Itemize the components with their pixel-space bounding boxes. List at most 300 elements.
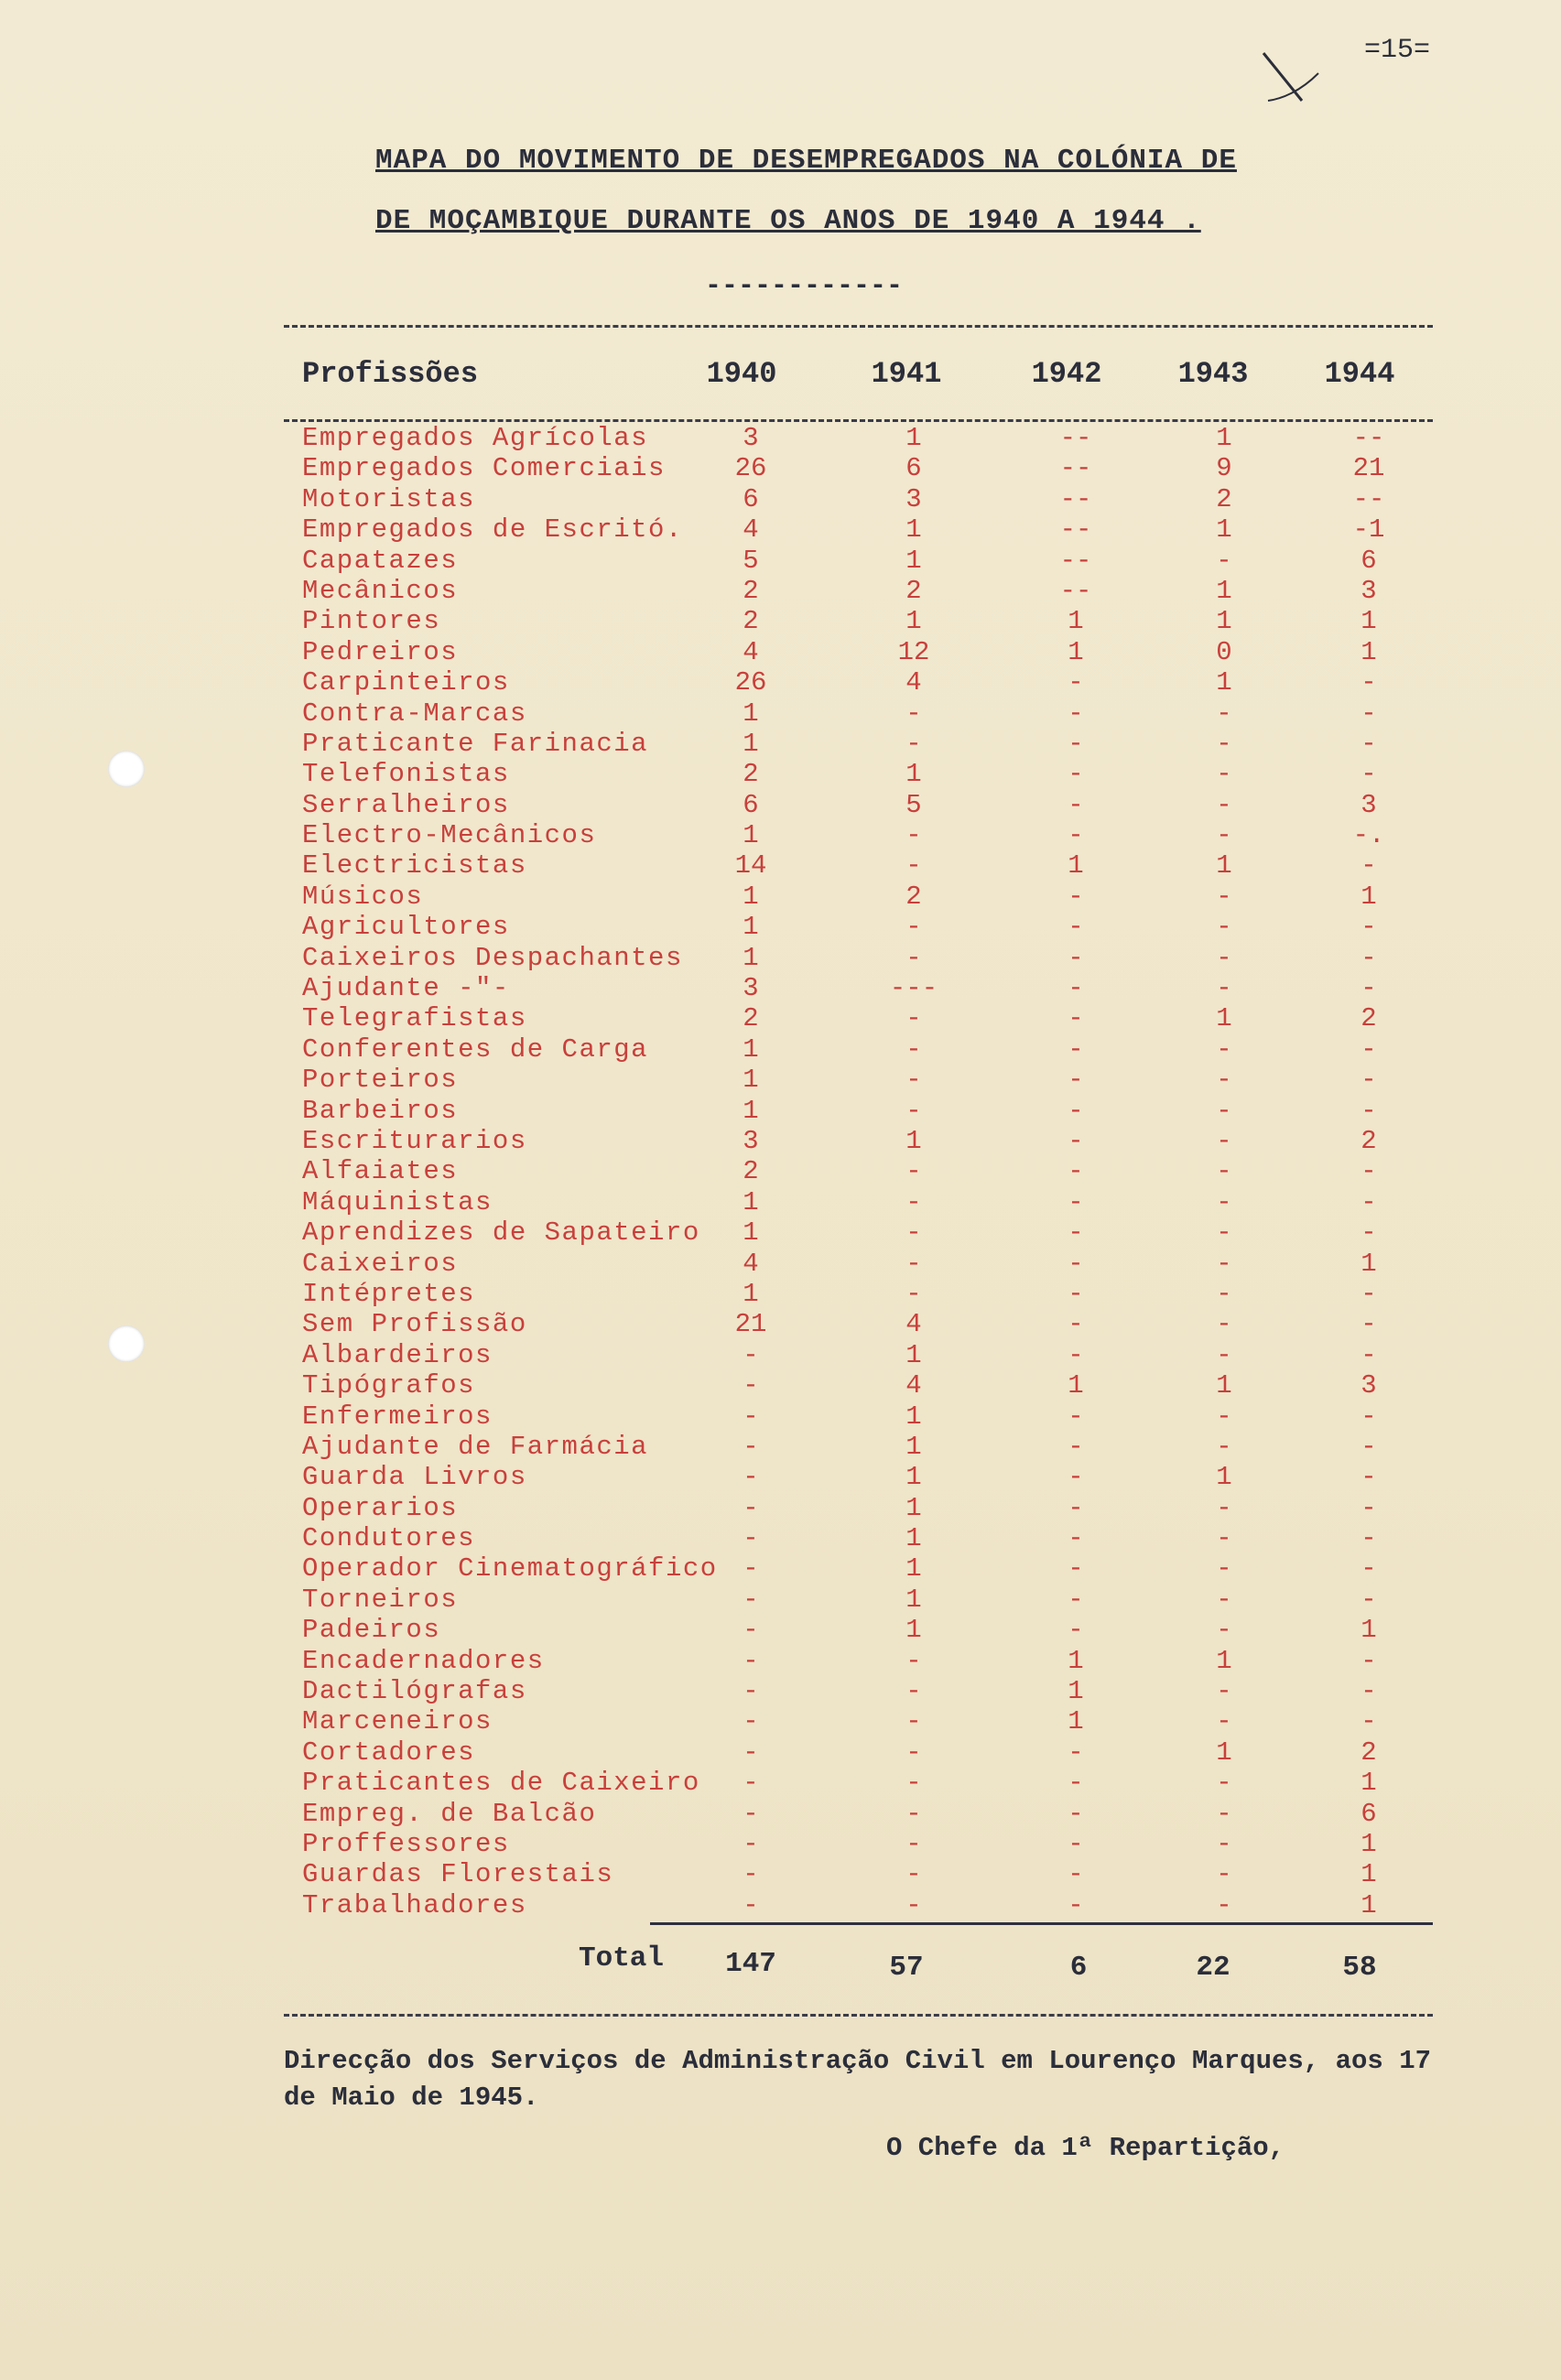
cell-1944: 3: [1360, 1370, 1377, 1401]
cell-1940: 1: [743, 1065, 759, 1096]
table-header: [0, 357, 1561, 394]
profession-name: Ajudante -"-: [302, 973, 510, 1004]
cell-1942: -: [1068, 759, 1084, 790]
cell-1942: -: [1068, 1125, 1084, 1156]
cell-1944: 6: [1360, 1798, 1377, 1829]
profession-name: Enfermeiros: [302, 1401, 493, 1432]
cell-1940: -: [743, 1768, 759, 1799]
cell-1943: -: [1216, 698, 1232, 729]
cell-1940: -: [743, 1462, 759, 1493]
cell-1942: -: [1068, 1462, 1084, 1493]
profession-name: Cortadores: [302, 1736, 476, 1768]
cell-1942: -: [1068, 1492, 1084, 1523]
cell-1943: -: [1216, 1798, 1232, 1829]
cell-1942: --: [1059, 423, 1092, 453]
cell-1941: -: [905, 1248, 922, 1279]
cell-1943: 0: [1216, 636, 1232, 667]
cell-1944: -: [1360, 850, 1377, 882]
table-row: [0, 1156, 1561, 1186]
profession-name: Empregados de Escritó.: [302, 514, 683, 546]
table-row: [0, 484, 1561, 514]
cell-1942: -: [1068, 1584, 1084, 1615]
table-row: [0, 759, 1561, 789]
table-row: [0, 882, 1561, 912]
cell-1944: -: [1360, 973, 1377, 1004]
cell-1943: -: [1216, 1186, 1232, 1217]
profession-name: Guarda Livros: [302, 1462, 527, 1493]
cell-1944: 3: [1360, 575, 1377, 606]
cell-1941: -: [905, 1065, 922, 1096]
profession-name: Padeiros: [302, 1615, 441, 1646]
profession-name: Torneiros: [302, 1584, 459, 1615]
cell-1943: 1: [1216, 514, 1232, 546]
cell-1941: 1: [905, 514, 922, 546]
cell-1943: -: [1216, 545, 1232, 576]
table-row: [0, 912, 1561, 942]
profession-name: Alfaiates: [302, 1156, 459, 1187]
table-row: [0, 1859, 1561, 1889]
table-row: [0, 850, 1561, 881]
table-row: [0, 820, 1561, 850]
cell-1940: 14: [734, 850, 767, 882]
cell-1940: 6: [743, 789, 759, 820]
table-row: [0, 1646, 1561, 1676]
table-row: [0, 1615, 1561, 1645]
cell-1943: -: [1216, 973, 1232, 1004]
cell-1944: 3: [1360, 789, 1377, 820]
profession-name: Escriturarios: [302, 1125, 527, 1156]
profession-name: Motoristas: [302, 483, 476, 514]
cell-1944: 1: [1360, 1615, 1377, 1646]
cell-1943: -: [1216, 1492, 1232, 1523]
cell-1942: --: [1059, 483, 1092, 514]
profession-name: Carpinteiros: [302, 667, 510, 698]
cell-1944: -: [1360, 728, 1377, 759]
cell-1944: -: [1360, 1217, 1377, 1249]
profession-name: Conferentes de Carga: [302, 1033, 649, 1065]
cell-1941: -: [905, 1278, 922, 1309]
cell-1942: -: [1068, 1003, 1084, 1034]
cell-1941: -: [905, 1798, 922, 1829]
cell-1941: 4: [905, 667, 922, 698]
cell-1944: 1: [1360, 1889, 1377, 1920]
cell-1941: ---: [889, 973, 938, 1004]
cell-1944: 6: [1360, 545, 1377, 576]
cell-1944: -: [1360, 1339, 1377, 1370]
cell-1942: -: [1068, 881, 1084, 912]
cell-1942: -: [1068, 973, 1084, 1004]
cell-1940: 3: [743, 1125, 759, 1156]
cell-1942: -: [1068, 1401, 1084, 1432]
profession-name: Operador Cinematográfico: [302, 1553, 718, 1585]
cell-1940: -: [743, 1645, 759, 1676]
cell-1942: --: [1059, 453, 1092, 484]
total-1940: 147: [725, 1948, 776, 1980]
cell-1940: 1: [743, 942, 759, 973]
cell-1940: -: [743, 1889, 759, 1920]
cell-1943: -: [1216, 1401, 1232, 1432]
cell-1943: -: [1216, 1706, 1232, 1737]
cell-1944: -: [1360, 1676, 1377, 1707]
cell-1942: -: [1068, 1217, 1084, 1249]
table-row: [0, 1493, 1561, 1523]
cell-1942: 1: [1068, 1645, 1084, 1676]
cell-1940: -: [743, 1798, 759, 1829]
footer-text: Direcção dos Serviços de Administração Civil em Lourenço Marques, aos 17 de Maio de 1945.: [284, 2046, 1432, 2113]
cell-1944: -: [1360, 1706, 1377, 1737]
cell-1941: 12: [897, 636, 930, 667]
cell-1943: -: [1216, 1523, 1232, 1554]
cell-1941: -: [905, 912, 922, 943]
total-1944: 58: [1342, 1952, 1377, 1984]
cell-1943: -: [1216, 1676, 1232, 1707]
cell-1943: 1: [1216, 575, 1232, 606]
table-row: [0, 1432, 1561, 1462]
table-row: [0, 1309, 1561, 1339]
cell-1940: -: [743, 1401, 759, 1432]
table-row: [0, 1249, 1561, 1279]
signature-line: O Chefe da 1ª Repartição,: [886, 2133, 1285, 2163]
cell-1942: -: [1068, 1615, 1084, 1646]
table-row: [0, 943, 1561, 973]
table-row: [0, 1799, 1561, 1829]
cell-1944: -: [1360, 667, 1377, 698]
cell-1943: -: [1216, 1217, 1232, 1249]
cell-1944: -: [1360, 942, 1377, 973]
document-title-line-2: DE MOÇAMBIQUE DURANTE OS ANOS DE 1940 A 1944 .: [375, 205, 1201, 237]
table-row: [0, 1217, 1561, 1248]
cell-1943: 1: [1216, 1370, 1232, 1401]
cell-1944: -.: [1352, 820, 1385, 851]
cell-1942: -: [1068, 912, 1084, 943]
cell-1943: 1: [1216, 1462, 1232, 1493]
table-row: [0, 1585, 1561, 1615]
cell-1940: -: [743, 1553, 759, 1585]
cell-1942: --: [1059, 514, 1092, 546]
cell-1942: -: [1068, 942, 1084, 973]
cell-1944: -: [1360, 1033, 1377, 1065]
profession-name: Pedreiros: [302, 636, 459, 667]
cell-1941: -: [905, 1736, 922, 1768]
profession-name: Telegrafistas: [302, 1003, 527, 1034]
checkmark-icon: [1245, 46, 1328, 110]
profession-name: Aprendizes de Sapateiro: [302, 1217, 700, 1249]
profession-name: Electro-Mecânicos: [302, 820, 597, 851]
cell-1944: -: [1360, 1553, 1377, 1585]
cell-1941: -: [905, 1003, 922, 1034]
profession-name: Trabalhadores: [302, 1889, 527, 1920]
profession-name: Condutores: [302, 1523, 476, 1554]
cell-1941: -: [905, 1217, 922, 1249]
cell-1942: 1: [1068, 636, 1084, 667]
cell-1942: -: [1068, 1736, 1084, 1768]
cell-1943: -: [1216, 1768, 1232, 1799]
table-row: [0, 667, 1561, 698]
cell-1940: -: [743, 1584, 759, 1615]
cell-1940: 6: [743, 483, 759, 514]
profession-name: Sem Profissão: [302, 1309, 527, 1340]
cell-1940: 21: [734, 1309, 767, 1340]
profession-name: Máquinistas: [302, 1186, 493, 1217]
cell-1940: -: [743, 1492, 759, 1523]
cell-1944: -: [1360, 1309, 1377, 1340]
cell-1941: -: [905, 820, 922, 851]
cell-1942: -: [1068, 1523, 1084, 1554]
table-row: [0, 576, 1561, 606]
cell-1942: 1: [1068, 606, 1084, 637]
profession-name: Telefonistas: [302, 759, 510, 790]
profession-name: Proffessores: [302, 1828, 510, 1859]
cell-1941: 1: [905, 423, 922, 453]
cell-1940: -: [743, 1615, 759, 1646]
profession-name: Dactilógrafas: [302, 1676, 527, 1707]
cell-1942: 1: [1068, 850, 1084, 882]
document-title-line-1: MAPA DO MOVIMENTO DE DESEMPREGADOS NA COLÓNIA DE: [375, 145, 1237, 177]
profession-name: Intépretes: [302, 1278, 476, 1309]
cell-1941: -: [905, 1033, 922, 1065]
cell-1941: 2: [905, 575, 922, 606]
profession-name: Porteiros: [302, 1065, 459, 1096]
cell-1941: -: [905, 1676, 922, 1707]
cell-1941: 1: [905, 1339, 922, 1370]
cell-1940: 2: [743, 759, 759, 790]
cell-1944: -: [1360, 1278, 1377, 1309]
cell-1941: 1: [905, 1462, 922, 1493]
cell-1941: -: [905, 1645, 922, 1676]
cell-1944: -: [1360, 1523, 1377, 1554]
cell-1943: -: [1216, 1339, 1232, 1370]
table-row: [0, 546, 1561, 576]
cell-1943: -: [1216, 912, 1232, 943]
profession-name: Praticantes de Caixeiro: [302, 1768, 700, 1799]
profession-name: Empregados Agrícolas: [302, 423, 649, 453]
cell-1941: 1: [905, 1492, 922, 1523]
cell-1941: 1: [905, 1615, 922, 1646]
cell-1941: 5: [905, 789, 922, 820]
table-body: [0, 423, 1561, 1920]
table-row: [0, 1676, 1561, 1706]
cell-1943: -: [1216, 1248, 1232, 1279]
cell-1944: -: [1360, 1401, 1377, 1432]
cell-1940: 26: [734, 453, 767, 484]
cell-1942: -: [1068, 728, 1084, 759]
page-number: =15=: [1364, 35, 1431, 66]
cell-1941: 4: [905, 1370, 922, 1401]
profession-name: Tipógrafos: [302, 1370, 476, 1401]
cell-1943: 1: [1216, 850, 1232, 882]
profession-name: Electricistas: [302, 850, 527, 882]
cell-1942: 1: [1068, 1706, 1084, 1737]
profession-name: Encadernadores: [302, 1645, 545, 1676]
cell-1944: 1: [1360, 1828, 1377, 1859]
cell-1940: 4: [743, 514, 759, 546]
cell-1941: -: [905, 1889, 922, 1920]
cell-1941: -: [905, 1156, 922, 1187]
table-bottom-rule: [284, 2014, 1433, 2017]
table-row: [0, 1065, 1561, 1095]
cell-1943: -: [1216, 1828, 1232, 1859]
cell-1940: 5: [743, 545, 759, 576]
cell-1940: 2: [743, 575, 759, 606]
table-row: [0, 1370, 1561, 1401]
table-row: [0, 1462, 1561, 1492]
cell-1941: 1: [905, 606, 922, 637]
cell-1942: --: [1059, 575, 1092, 606]
cell-1944: -: [1360, 1431, 1377, 1462]
cell-1944: 1: [1360, 606, 1377, 637]
table-row: [0, 1768, 1561, 1798]
cell-1944: -: [1360, 912, 1377, 943]
cell-1943: -: [1216, 728, 1232, 759]
profession-name: Guardas Florestais: [302, 1859, 614, 1890]
cell-1944: --: [1352, 423, 1385, 453]
cell-1943: -: [1216, 1065, 1232, 1096]
cell-1944: 2: [1360, 1736, 1377, 1768]
cell-1942: -: [1068, 820, 1084, 851]
cell-1940: 4: [743, 636, 759, 667]
profession-name: Caixeiros Despachantes: [302, 942, 683, 973]
title-separator: ------------: [705, 271, 904, 302]
cell-1944: -: [1360, 1065, 1377, 1096]
profession-name: Barbeiros: [302, 1095, 459, 1126]
cell-1944: 2: [1360, 1003, 1377, 1034]
table-row: [0, 1126, 1561, 1156]
profession-name: Ajudante de Farmácia: [302, 1431, 649, 1462]
cell-1944: -: [1360, 1584, 1377, 1615]
cell-1944: -: [1360, 1095, 1377, 1126]
cell-1943: -: [1216, 1278, 1232, 1309]
cell-1942: -: [1068, 1553, 1084, 1585]
cell-1943: -: [1216, 1553, 1232, 1585]
profession-name: Caixeiros: [302, 1248, 459, 1279]
table-row: [0, 1003, 1561, 1033]
cell-1944: 1: [1360, 636, 1377, 667]
cell-1943: -: [1216, 759, 1232, 790]
cell-1941: -: [905, 728, 922, 759]
cell-1941: -: [905, 942, 922, 973]
cell-1943: -: [1216, 820, 1232, 851]
table-row: [0, 606, 1561, 636]
cell-1941: -: [905, 850, 922, 882]
cell-1942: -: [1068, 698, 1084, 729]
table-row: [0, 1523, 1561, 1553]
cell-1944: 1: [1360, 1768, 1377, 1799]
total-label: Total: [579, 1942, 665, 1974]
cell-1941: -: [905, 1186, 922, 1217]
cell-1940: 2: [743, 1003, 759, 1034]
table-row: [0, 1737, 1561, 1768]
cell-1940: 1: [743, 881, 759, 912]
cell-1940: -: [743, 1706, 759, 1737]
cell-1941: 1: [905, 1125, 922, 1156]
cell-1942: -: [1068, 1798, 1084, 1829]
table-row: [0, 1706, 1561, 1736]
cell-1943: -: [1216, 1033, 1232, 1065]
cell-1940: 1: [743, 698, 759, 729]
profession-name: Músicos: [302, 881, 424, 912]
header-1941: 1941: [871, 357, 942, 391]
profession-name: Empregados Comerciais: [302, 453, 666, 484]
cell-1941: -: [905, 1095, 922, 1126]
cell-1941: 1: [905, 759, 922, 790]
cell-1943: 1: [1216, 1736, 1232, 1768]
cell-1941: 4: [905, 1309, 922, 1340]
table-row: [0, 1401, 1561, 1432]
cell-1944: 1: [1360, 1859, 1377, 1890]
table-row: [0, 637, 1561, 667]
cell-1944: -1: [1352, 514, 1385, 546]
cell-1944: 1: [1360, 881, 1377, 912]
cell-1943: -: [1216, 1584, 1232, 1615]
cell-1944: --: [1352, 483, 1385, 514]
header-professions: Profissões: [302, 357, 479, 391]
cell-1943: -: [1216, 1615, 1232, 1646]
cell-1940: 1: [743, 1033, 759, 1065]
cell-1941: 2: [905, 881, 922, 912]
table-row: [0, 1096, 1561, 1126]
cell-1940: -: [743, 1676, 759, 1707]
table-row: [0, 514, 1561, 545]
cell-1941: 1: [905, 1401, 922, 1432]
cell-1944: -: [1360, 1492, 1377, 1523]
cell-1940: 3: [743, 423, 759, 453]
header-1942: 1942: [1031, 357, 1102, 391]
cell-1941: 1: [905, 1553, 922, 1585]
cell-1942: -: [1068, 1768, 1084, 1799]
cell-1940: 1: [743, 1095, 759, 1126]
table-row: [0, 1187, 1561, 1217]
profession-name: Agricultores: [302, 912, 510, 943]
cell-1944: -: [1360, 1462, 1377, 1493]
cell-1943: -: [1216, 1309, 1232, 1340]
cell-1942: -: [1068, 1889, 1084, 1920]
cell-1942: -: [1068, 1248, 1084, 1279]
table-header-rule: [284, 419, 1433, 422]
total-rule: [650, 1922, 1433, 1925]
cell-1942: -: [1068, 1309, 1084, 1340]
cell-1943: 1: [1216, 1003, 1232, 1034]
cell-1943: 1: [1216, 606, 1232, 637]
cell-1940: 2: [743, 1156, 759, 1187]
cell-1943: -: [1216, 1095, 1232, 1126]
header-1943: 1943: [1177, 357, 1249, 391]
cell-1940: 1: [743, 728, 759, 759]
cell-1940: 3: [743, 973, 759, 1004]
table-top-rule: [284, 325, 1433, 328]
cell-1940: -: [743, 1828, 759, 1859]
cell-1943: -: [1216, 1156, 1232, 1187]
profession-name: Contra-Marcas: [302, 698, 527, 729]
table-row: [0, 698, 1561, 729]
profession-name: Mecânicos: [302, 575, 459, 606]
cell-1942: -: [1068, 1431, 1084, 1462]
table-row: [0, 1829, 1561, 1859]
cell-1944: -: [1360, 698, 1377, 729]
cell-1941: 3: [905, 483, 922, 514]
cell-1943: -: [1216, 789, 1232, 820]
profession-name: Operarios: [302, 1492, 459, 1523]
cell-1941: 1: [905, 1523, 922, 1554]
table-row: [0, 729, 1561, 759]
cell-1940: 1: [743, 1217, 759, 1249]
table-row: [0, 1890, 1561, 1920]
cell-1942: -: [1068, 1859, 1084, 1890]
cell-1940: -: [743, 1370, 759, 1401]
cell-1942: -: [1068, 1828, 1084, 1859]
table-row: [0, 973, 1561, 1003]
cell-1944: -: [1360, 759, 1377, 790]
cell-1944: 2: [1360, 1125, 1377, 1156]
